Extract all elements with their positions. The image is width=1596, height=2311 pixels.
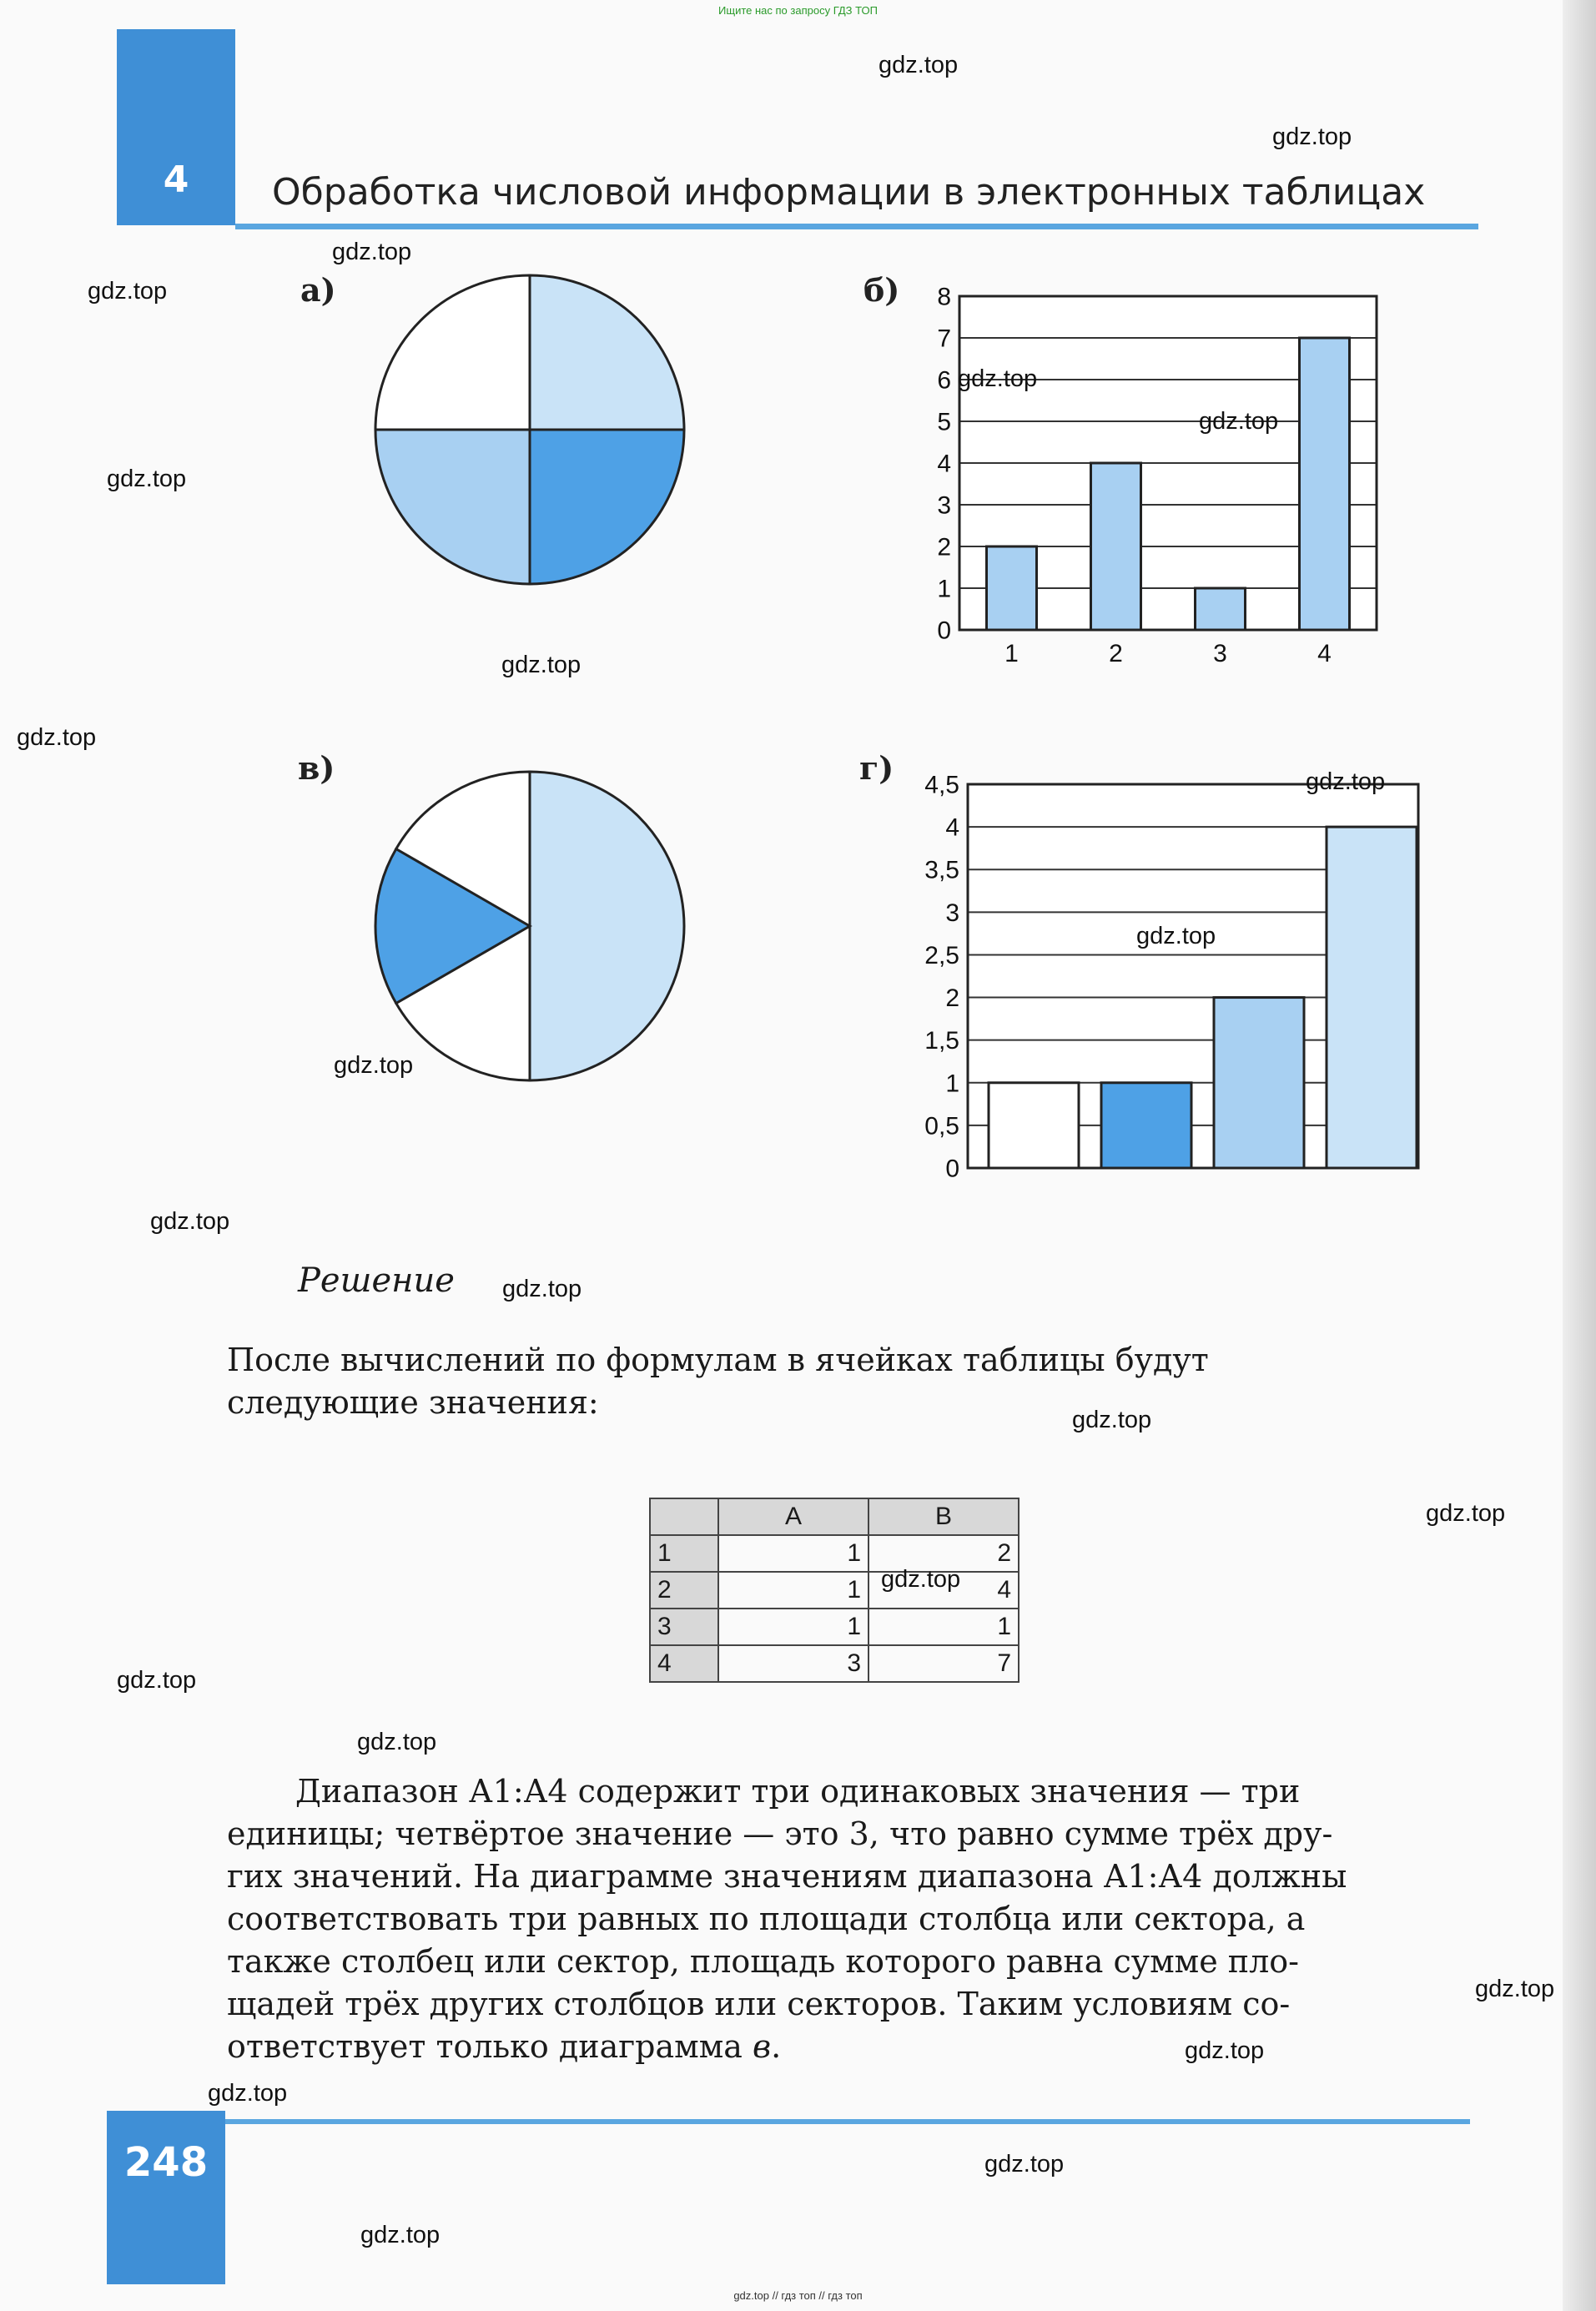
y-tick-label: 4,5	[924, 771, 959, 799]
watermark: gdz.top	[360, 2222, 441, 2248]
row-header: 2	[650, 1572, 718, 1609]
watermark: gdz.top	[881, 1566, 961, 1593]
label-a: а)	[300, 271, 336, 309]
page-header-title: Обработка числовой информации в электронных таблицах	[272, 171, 1426, 214]
conclusion-line: также столбец или сектор, площадь которого равна сумме пло-	[227, 1943, 1299, 1980]
solution-intro-line: следующие значения:	[227, 1384, 599, 1421]
cell-a: 3	[718, 1645, 868, 1682]
watermark: gdz.top	[984, 2151, 1065, 2178]
cell-a: 1	[718, 1535, 868, 1572]
y-tick-label: 0	[945, 1155, 959, 1183]
x-tick-label: 3	[1213, 640, 1227, 667]
conclusion-period: .	[771, 2028, 782, 2065]
chart-a-pie	[367, 267, 692, 592]
bar	[987, 546, 1037, 630]
y-tick-label: 6	[937, 366, 951, 395]
bar	[1101, 1083, 1191, 1168]
page-number: 248	[123, 2139, 209, 2186]
column-header: B	[868, 1498, 1019, 1535]
y-tick-label: 3	[937, 491, 951, 520]
y-tick-label: 0,5	[924, 1112, 959, 1140]
conclusion-answer: в	[753, 2028, 772, 2065]
table-corner	[650, 1498, 718, 1535]
y-tick-label: 0	[937, 617, 951, 645]
watermark: gdz.top	[1072, 1407, 1152, 1433]
header-rule	[235, 224, 1478, 229]
watermark: gdz.top	[1185, 2037, 1265, 2064]
chapter-number-tab	[117, 29, 235, 225]
bar	[1327, 827, 1417, 1168]
y-tick-label: 2,5	[924, 941, 959, 969]
x-tick-label: 4	[1317, 640, 1332, 667]
solution-heading: Решение	[298, 1261, 455, 1300]
x-tick-label: 1	[1004, 640, 1019, 667]
watermark: gdz.top	[879, 52, 959, 78]
chart-b-bar	[909, 279, 1393, 672]
solution-intro-line: После вычислений по формулам в ячейках таблицы будут	[227, 1342, 1209, 1378]
watermark: gdz.top	[958, 365, 1038, 392]
chart-v-pie	[367, 763, 692, 1089]
x-tick-label: 2	[1109, 640, 1123, 667]
page-number-tab	[107, 2111, 225, 2284]
pie-slice	[530, 275, 684, 430]
book-spine-shadow	[1563, 0, 1596, 2311]
watermark: gdz.top	[17, 724, 97, 751]
table-row	[650, 1609, 1019, 1645]
pie-slice	[375, 275, 530, 430]
y-tick-label: 4	[937, 450, 951, 478]
conclusion-line-last	[227, 2026, 1470, 2068]
watermark: gdz.top	[1475, 1976, 1555, 2002]
watermark: gdz.top	[150, 1208, 230, 1235]
watermark: gdz.top	[332, 239, 412, 265]
y-tick-label: 1,5	[924, 1027, 959, 1055]
column-header: A	[718, 1498, 868, 1535]
table-header-row	[650, 1498, 1019, 1535]
y-tick-label: 8	[937, 283, 951, 311]
y-tick-label: 1	[945, 1070, 959, 1098]
pie-slice	[375, 430, 530, 584]
bar	[1214, 998, 1304, 1168]
bar	[1300, 338, 1350, 630]
label-g: г)	[859, 749, 894, 787]
cell-a: 1	[718, 1609, 868, 1645]
label-v: в)	[298, 749, 335, 787]
pie-slice	[530, 772, 684, 1080]
watermark: gdz.top	[357, 1729, 437, 1755]
y-tick-label: 3,5	[924, 856, 959, 884]
top-note: Ищите нас по запросу ГДЗ ТОП	[718, 4, 878, 17]
conclusion-paragraph	[227, 1770, 1470, 2068]
chapter-number: 4	[163, 159, 189, 201]
cell-b: 7	[868, 1645, 1019, 1682]
chart-g-bar	[909, 759, 1443, 1193]
values-table	[649, 1498, 1020, 1683]
watermark: gdz.top	[107, 466, 187, 492]
watermark: gdz.top	[1426, 1500, 1506, 1527]
watermark: gdz.top	[334, 1052, 414, 1079]
bottom-note: gdz.top // гдз топ // гдз топ	[733, 2289, 863, 2302]
conclusion-text: ответствует только диаграмма	[227, 2028, 753, 2065]
conclusion-line: Диапазон А1:А4 содержит три одинаковых значения — три	[295, 1773, 1301, 1810]
solution-intro	[227, 1339, 1470, 1424]
watermark: gdz.top	[1306, 768, 1386, 795]
row-header: 4	[650, 1645, 718, 1682]
y-tick-label: 5	[937, 408, 951, 436]
row-header: 1	[650, 1535, 718, 1572]
watermark: gdz.top	[502, 1276, 582, 1302]
bar	[1091, 463, 1141, 630]
watermark: gdz.top	[1199, 408, 1279, 435]
watermark: gdz.top	[88, 278, 168, 305]
watermark: gdz.top	[1136, 923, 1216, 949]
y-tick-label: 2	[945, 984, 959, 1013]
y-tick-label: 7	[937, 325, 951, 353]
y-tick-label: 3	[945, 899, 959, 927]
conclusion-line: единицы; четвёртое значение — это 3, что равно сумме трёх дру-	[227, 1815, 1333, 1852]
watermark: gdz.top	[501, 652, 582, 678]
watermark: gdz.top	[208, 2080, 288, 2107]
conclusion-line: соответствовать три равных по площади столбца или сектора, а	[227, 1901, 1306, 1937]
bar	[1196, 588, 1246, 630]
y-tick-label: 2	[937, 533, 951, 561]
table-row	[650, 1572, 1019, 1609]
conclusion-line: гих значений. На диаграмме значениям диапазона А1:А4 должны	[227, 1858, 1347, 1895]
table-row	[650, 1535, 1019, 1572]
cell-b: 2	[868, 1535, 1019, 1572]
y-tick-label: 1	[937, 575, 951, 603]
cell-a: 1	[718, 1572, 868, 1609]
label-b: б)	[863, 271, 900, 309]
footer-rule	[225, 2119, 1470, 2124]
watermark: gdz.top	[117, 1667, 197, 1694]
cell-b: 1	[868, 1609, 1019, 1645]
bar	[989, 1083, 1079, 1168]
y-tick-label: 4	[945, 813, 959, 842]
watermark: gdz.top	[1272, 123, 1352, 150]
cell-b: 4	[868, 1572, 1019, 1609]
pie-slice	[530, 430, 684, 584]
conclusion-line: щадей трёх других столбцов или секторов. Таким условиям со-	[227, 1986, 1291, 2022]
row-header: 3	[650, 1609, 718, 1645]
table-row	[650, 1645, 1019, 1682]
